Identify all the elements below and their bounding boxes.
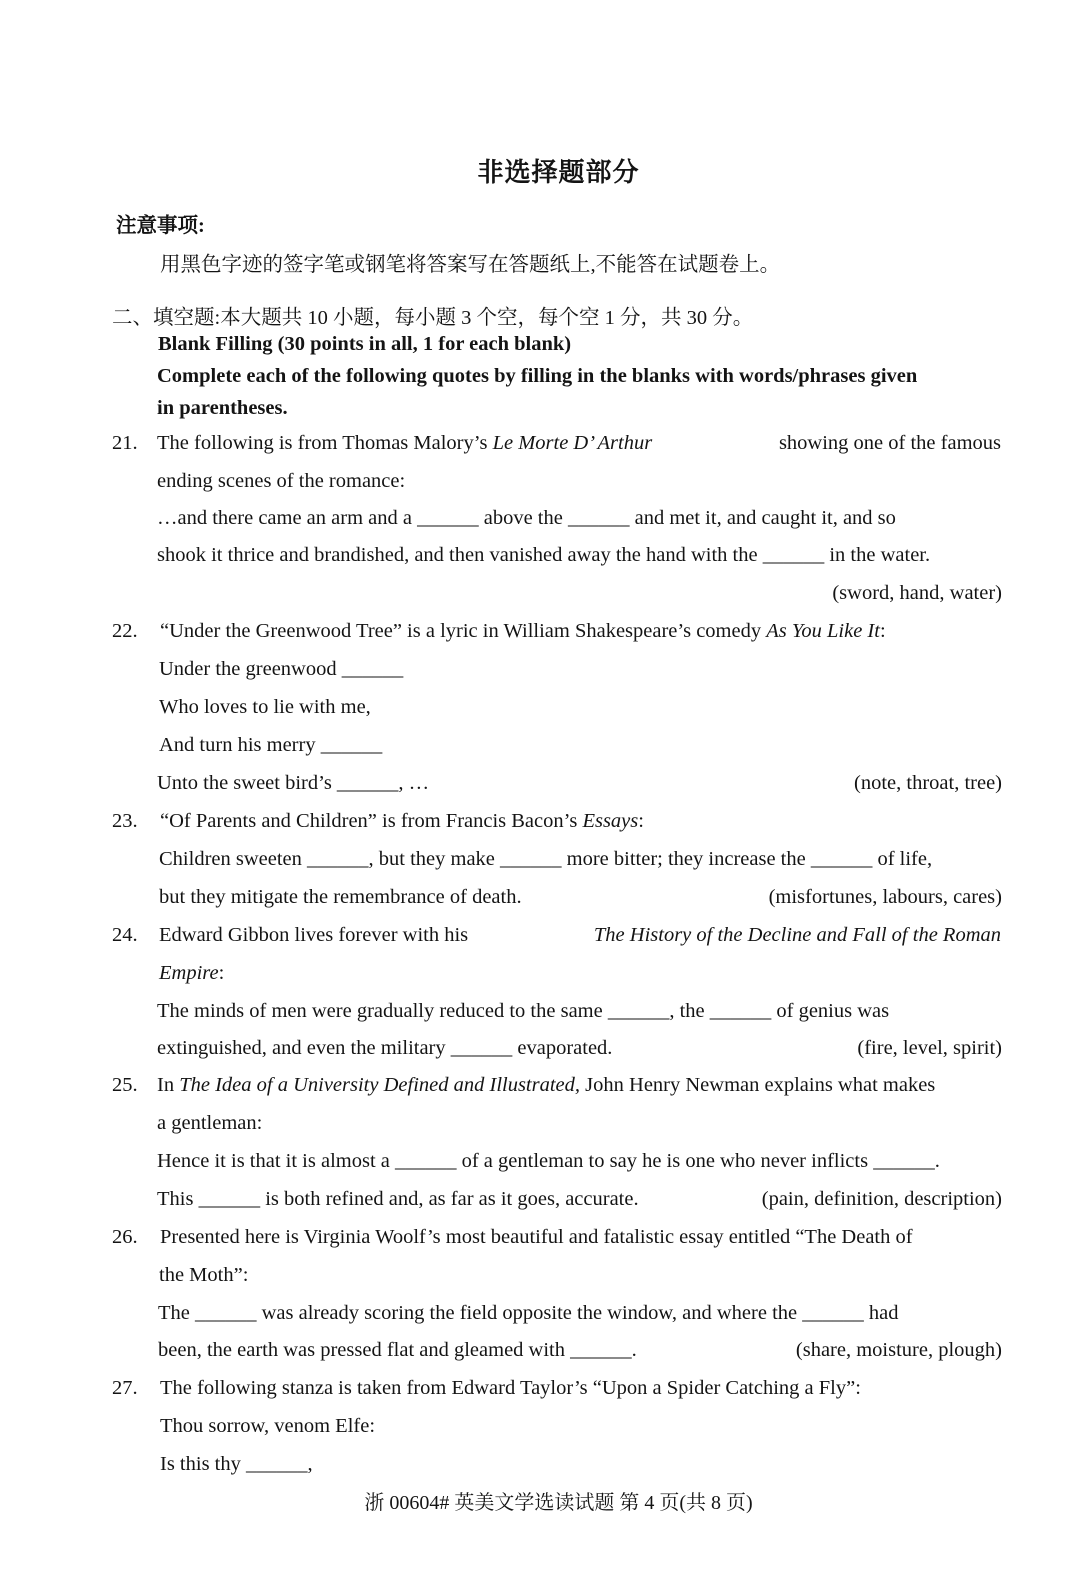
work-title: Empire [159, 962, 219, 984]
question-line: The following stanza is taken from Edward Taylor’s “Upon a Spider Catching a Fly”: [160, 1377, 861, 1399]
question-number: 23. [112, 810, 138, 832]
question-line: “Of Parents and Children” is from Francis Bacon’s Essays: [160, 810, 644, 832]
answer-options: (note, throat, tree) [854, 772, 1002, 794]
work-title: The Idea of a University Defined and Illustrated, [179, 1074, 581, 1096]
quote-line: extinguished, and even the military ______ evaporated. [157, 1037, 613, 1059]
quote-line: but they mitigate the remembrance of death. [159, 886, 522, 908]
quote-line: The minds of men were gradually reduced to the same ______, the ______ of genius was [157, 1000, 890, 1022]
quote-line: And turn his merry ______ [159, 734, 383, 756]
work-title: The History of the Decline and Fall of the Roman [593, 924, 1001, 946]
section-heading: 二、填空题:本大题共 10 小题，每小题 3 个空，每个空 1 分，共 30 分。 [112, 307, 754, 329]
quote-line: Is this thy ______, [160, 1453, 313, 1475]
question-number: 26. [112, 1226, 138, 1248]
work-title: Essays [582, 810, 639, 832]
answer-options: (pain, definition, description) [761, 1188, 1002, 1210]
quote-line: Under the greenwood ______ [159, 658, 404, 680]
section-title-en: Blank Filling (30 points in all, 1 for each blank) [158, 333, 572, 355]
notice-label: 注意事项: [116, 215, 205, 237]
question-line: a gentleman: [157, 1112, 263, 1134]
answer-options: (sword, hand, water) [832, 582, 1002, 604]
question-line: Presented here is Virginia Woolf’s most beautiful and fatalistic essay entitled “The Death of [160, 1226, 913, 1248]
quote-line: The ______ was already scoring the field opposite the window, and where the ______ had [158, 1302, 899, 1324]
work-title: As You Like It [766, 620, 880, 642]
answer-options: (fire, level, spirit) [857, 1037, 1002, 1059]
quote-line: …and there came an arm and a ______ above the ______ and met it, and caught it, and so [157, 507, 896, 529]
quote-line: shook it thrice and brandished, and then vanished away the hand with the ______ in the water. [157, 544, 931, 566]
instruction-line-1: Complete each of the following quotes by filling in the blanks with words/phrases given [157, 365, 918, 387]
question-number: 25. [112, 1074, 138, 1096]
work-title: Le Morte D’ Arthur [492, 432, 653, 454]
question-line: In The Idea of a University Defined and Illustrated, John Henry Newman explains what makes [157, 1074, 936, 1096]
answer-options: (misfortunes, labours, cares) [768, 886, 1002, 908]
question-number: 22. [112, 620, 138, 642]
quote-line: been, the earth was pressed flat and gleamed with ______. [158, 1339, 637, 1361]
quote-line: Thou sorrow, venom Elfe: [160, 1415, 376, 1437]
instruction-line-2: in parentheses. [157, 397, 288, 419]
question-line: The following is from Thomas Malory’s Le Morte D’ Arthur showing one of the famous [157, 432, 1001, 454]
question-line: “Under the Greenwood Tree” is a lyric in William Shakespeare’s comedy As You Like It: [160, 620, 886, 642]
question-line: ending scenes of the romance: [157, 470, 406, 492]
question-number: 24. [112, 924, 138, 946]
quote-line: Who loves to lie with me, [159, 696, 371, 718]
quote-line: This ______ is both refined and, as far as it goes, accurate. [157, 1188, 639, 1210]
question-line: Empire: [159, 962, 225, 984]
page-footer: 浙 00604# 英美文学选读试题 第 4 页(共 8 页) [364, 1492, 753, 1514]
quote-line: Hence it is that it is almost a ______ of a gentleman to say he is one who never inflicts ______. [157, 1150, 940, 1172]
question-line: the Moth”: [159, 1264, 249, 1286]
page-title: 非选择题部分 [477, 158, 640, 187]
quote-line: Unto the sweet bird’s ______, … [157, 772, 430, 794]
quote-line: Children sweeten ______, but they make ______ more bitter; they increase the ______ of life, [159, 848, 933, 870]
question-line: Edward Gibbon lives forever with his The History of the Decline and Fall of the Roman [159, 924, 1001, 946]
answer-options: (share, moisture, plough) [795, 1339, 1002, 1361]
notice-text: 用黑色字迹的签字笔或钢笔将答案写在答题纸上,不能答在试题卷上。 [160, 254, 781, 276]
question-number: 27. [112, 1377, 138, 1399]
question-number: 21. [112, 432, 138, 454]
